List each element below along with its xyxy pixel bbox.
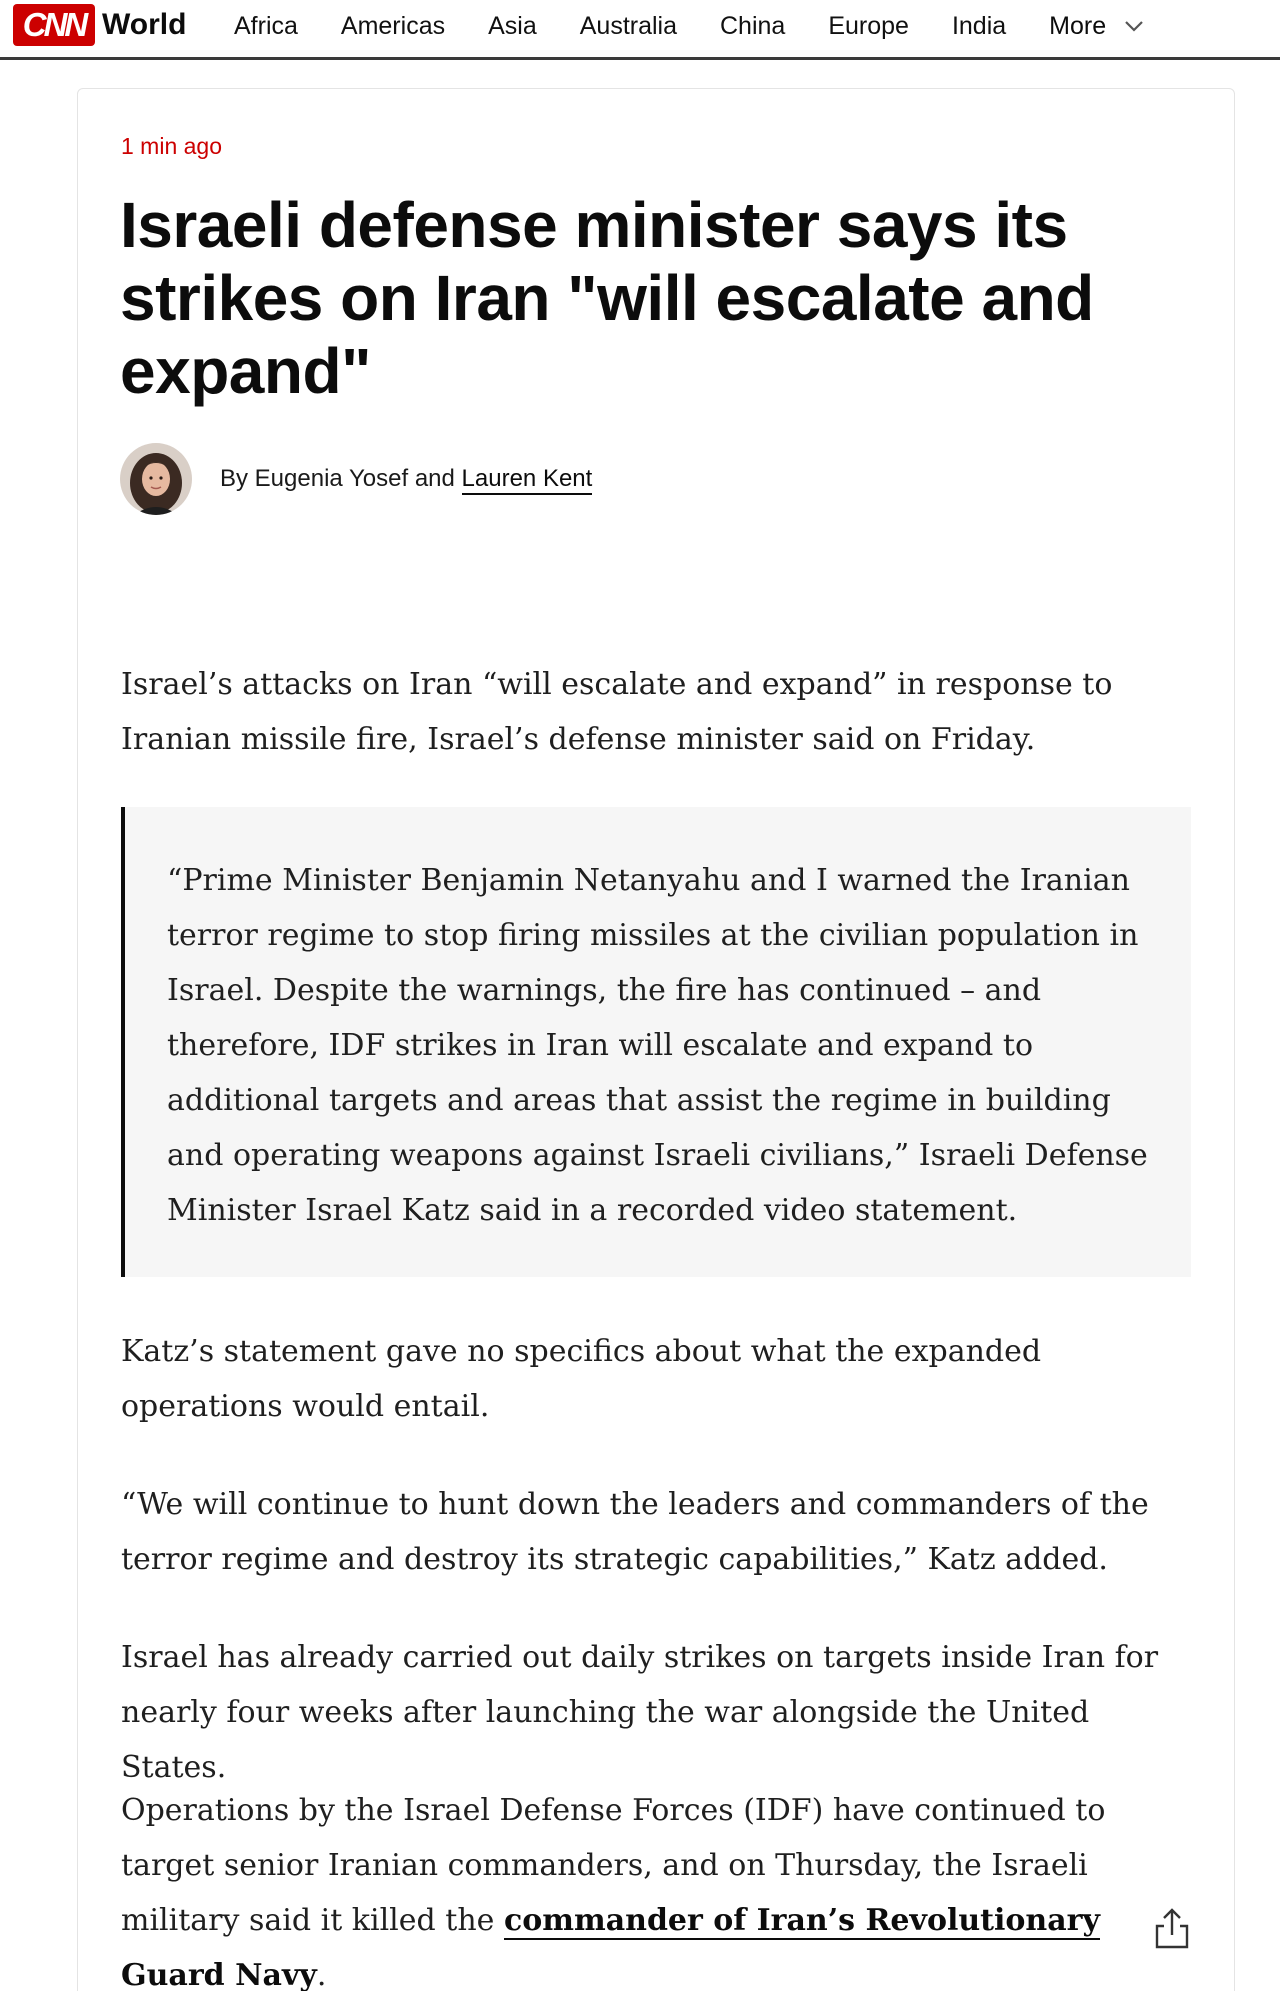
share-button[interactable]: [1152, 1907, 1192, 1951]
nav-item-europe[interactable]: Europe: [828, 12, 909, 40]
blockquote: [121, 807, 1191, 1277]
byline-prefix: By Eugenia Yosef and: [220, 465, 462, 492]
cnn-logo-text: CNN: [22, 6, 86, 43]
paragraph-5-text: Operations by the Israel Defense Forces (IDF) have continued to target senior Iranian commanders, and on Thursday, the Israeli military said it killed the: [121, 1793, 1106, 1938]
nav-more-label: More: [1049, 12, 1107, 40]
section-title[interactable]: World: [102, 8, 187, 41]
byline: [120, 443, 592, 515]
share-icon: [1152, 1907, 1192, 1951]
paragraph-5-end: .: [316, 1958, 327, 1991]
live-update-card: [77, 88, 1235, 1991]
nav-item-india[interactable]: India: [951, 12, 1007, 40]
quote-text: “Prime Minister Benjamin Netanyahu and I warned the Iranian terror regime to stop firing missiles at the civilian population in Israel. Despite the warnings, the fire has continued – and therefore, IDF strikes in Iran will escalate and expand to additional targets and areas that assist the regime in building and operating weapons against Israeli civilians,” Israeli Defense Minister Israel Katz said in a recorded video statement.: [167, 863, 1148, 1228]
headline: Israeli defense minister says its strikes on Iran "will escalate and expand": [120, 189, 1094, 407]
nav-items: [234, 9, 1144, 43]
nav-item-asia[interactable]: Asia: [488, 12, 537, 40]
paragraph-2: Katz’s statement gave no specifics about what the expanded operations would entail.: [121, 1334, 1042, 1424]
nav-item-australia[interactable]: Australia: [579, 12, 677, 40]
paragraph-5: [121, 1783, 1201, 1991]
nav-item-americas[interactable]: Americas: [340, 12, 446, 40]
paragraph-3: “We will continue to hunt down the leaders and commanders of the terror regime and destroy its strategic capabilities,” Katz added.: [121, 1487, 1149, 1577]
avatar: [120, 443, 192, 515]
nav-item-china[interactable]: China: [720, 12, 786, 40]
author-link[interactable]: Lauren Kent: [462, 465, 593, 495]
top-navigation: [0, 0, 1280, 60]
nav-item-africa[interactable]: Africa: [234, 12, 298, 40]
revolutionary-guard-link[interactable]: commander of Iran’s Revolutionary Guard Navy: [121, 1903, 1100, 1991]
chevron-down-icon: [1124, 20, 1144, 32]
paragraph-4: Israel has already carried out daily strikes on targets inside Iran for nearly four weeks after launching the war alongside the United States.: [121, 1640, 1159, 1785]
author-photo-icon: [120, 443, 192, 515]
cnn-logo[interactable]: [13, 4, 95, 46]
paragraph-1: Israel’s attacks on Iran “will escalate and expand” in response to Iranian missile fire, Israel’s defense minister said on Friday.: [121, 667, 1113, 757]
nav-more-button[interactable]: [1049, 9, 1144, 43]
timestamp: 1 min ago: [121, 133, 223, 159]
byline-text: [220, 464, 592, 494]
